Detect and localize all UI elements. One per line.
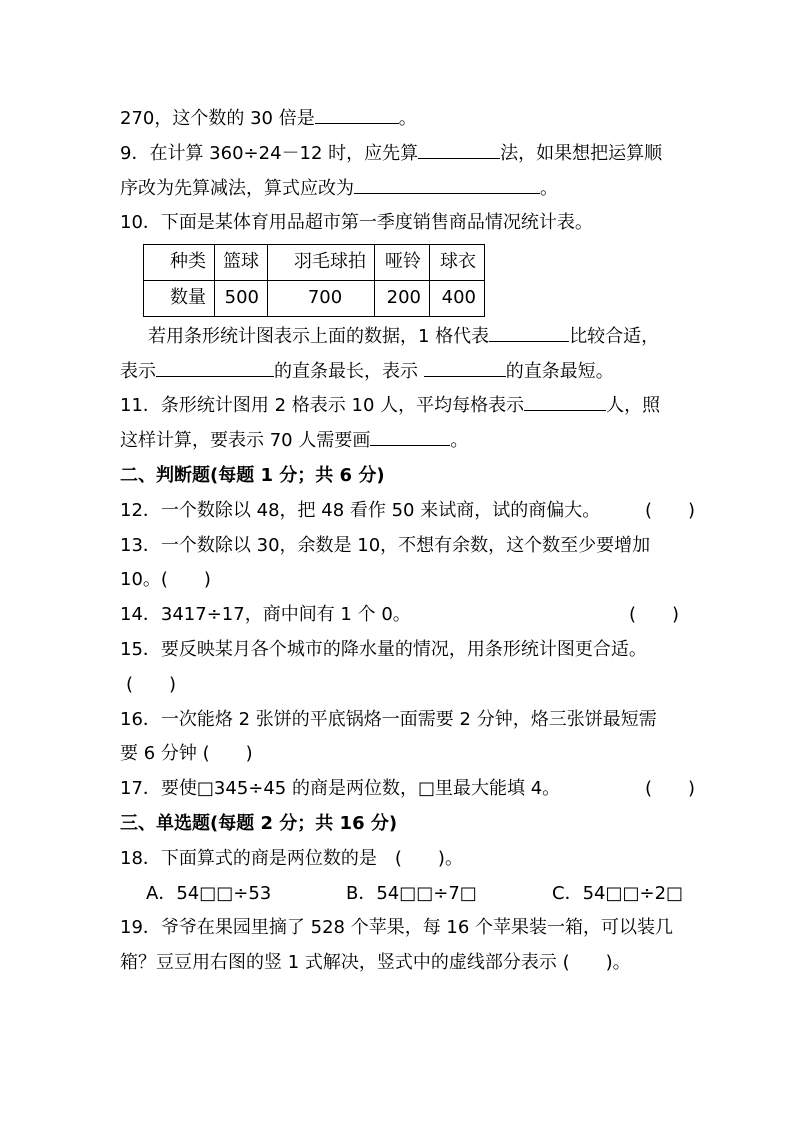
- question-15-line-1: [120, 633, 695, 668]
- worksheet-content: [120, 102, 695, 981]
- option-b[interactable]: B．54□□÷7□: [346, 882, 477, 904]
- section-heading-judge: 二、判断题(每题 1 分；共 6 分): [120, 464, 385, 486]
- option-a[interactable]: A．54□□÷53: [146, 882, 272, 904]
- answer-blank[interactable]: [424, 356, 506, 377]
- option-c[interactable]: C．54□□÷2□: [552, 882, 684, 904]
- question-text: 17．要使□345÷45 的商是两位数，□里最大能填 4。: [120, 778, 561, 800]
- question-11-line-2: [120, 424, 695, 459]
- answer-paren[interactable]: 10。( ): [120, 569, 211, 591]
- question-text: 箱？豆豆用右图的竖 1 式解决，竖式中的虚线部分表示 ( )。: [120, 952, 631, 974]
- question-text[interactable]: 要 6 分钟 ( ): [120, 743, 253, 765]
- table-cell: 400: [430, 280, 485, 316]
- answer-paren[interactable]: ( ): [644, 499, 695, 521]
- question-text: 9．在计算 360÷24－12 时，应先算: [120, 142, 419, 164]
- question-10-line-2: [120, 320, 695, 355]
- question-16-line-2: [120, 737, 695, 772]
- answer-blank[interactable]: [418, 138, 500, 159]
- table-cell: 500: [215, 280, 268, 316]
- question-text: 。: [398, 108, 417, 129]
- question-19-line-2: [120, 946, 695, 981]
- section-heading-choice: 三、单选题(每题 2 分；共 16 分): [120, 812, 398, 834]
- question-10-title: [120, 206, 695, 241]
- question-10-line-3: [120, 355, 695, 390]
- question-text: 人，照: [606, 395, 661, 417]
- table-cell: 种类: [144, 245, 215, 281]
- question-12: [120, 494, 695, 529]
- answer-paren[interactable]: ( ): [628, 604, 679, 626]
- question-text: 表示: [120, 360, 156, 382]
- table-cell: 数量: [144, 280, 215, 316]
- question-text: 16．一次能烙 2 张饼的平底锅烙一面需要 2 分钟，烙三张饼最短需: [120, 708, 657, 730]
- question-14: [120, 598, 695, 633]
- question-text: 11．条形统计图用 2 格表示 10 人，平均每格表示: [120, 395, 525, 417]
- question-19-line-1: [120, 911, 695, 946]
- answer-blank[interactable]: [354, 173, 540, 194]
- answer-paren[interactable]: ( ): [126, 673, 177, 695]
- table-cell: 700: [268, 280, 375, 316]
- question-text: 。: [540, 177, 558, 199]
- table-header-row: [144, 245, 485, 281]
- answer-blank[interactable]: [489, 321, 569, 342]
- question-text: 。: [450, 430, 469, 452]
- question-17: [120, 772, 695, 807]
- question-text: 14．3417÷17，商中间有 1 个 0。: [120, 604, 411, 626]
- question-16-line-1: [120, 703, 695, 738]
- table-cell: 200: [375, 280, 430, 316]
- question-18: [120, 842, 695, 877]
- question-text: 13．一个数除以 30，余数是 10，不想有余数，这个数至少要增加: [120, 534, 651, 556]
- question-9-line-2: [120, 172, 695, 207]
- question-text: 序改为先算减法，算式应改为: [120, 177, 354, 199]
- question-text: 18．下面算式的商是两位数的是 ( )。: [120, 847, 463, 869]
- question-text: 19．爷爷在果园里摘了 528 个苹果，每 16 个苹果装一箱，可以装几: [120, 917, 674, 939]
- question-text: 12．一个数除以 48，把 48 看作 50 来试商，试的商偏大。: [120, 499, 601, 521]
- question-text: 10．下面是某体育用品超市第一季度销售商品情况统计表。: [120, 212, 593, 234]
- question-11-line-1: [120, 389, 695, 424]
- question-text: 270，这个数的 30 倍是: [120, 108, 315, 129]
- question-18-options: [120, 877, 695, 912]
- table-cell: 球衣: [430, 245, 485, 281]
- sales-stats-table: [143, 244, 485, 317]
- question-text: 若用条形统计图表示上面的数据，1 格代表: [148, 325, 490, 347]
- question-13-line-1: [120, 529, 695, 564]
- table-cell: 篮球: [215, 245, 268, 281]
- table-row: [144, 280, 485, 316]
- question-text: 比较合适，: [569, 325, 660, 347]
- answer-blank[interactable]: [370, 425, 450, 446]
- question-text: 的直条最短。: [505, 360, 614, 382]
- table-cell: 哑铃: [375, 245, 430, 281]
- table-cell: 羽毛球拍: [268, 245, 375, 281]
- question-8-continuation: [120, 102, 695, 137]
- answer-blank[interactable]: [156, 356, 274, 377]
- question-text: 这样计算，要表示 70 人需要画: [120, 430, 371, 452]
- question-15-line-2: [120, 668, 695, 703]
- question-text: 法，如果想把运算顺: [500, 142, 663, 164]
- answer-paren[interactable]: ( ): [644, 778, 695, 800]
- question-9-line-1: [120, 137, 695, 172]
- question-13-line-2: [120, 563, 695, 598]
- answer-blank[interactable]: [524, 390, 606, 411]
- answer-blank[interactable]: [315, 103, 399, 124]
- question-text: 的直条最长，表示: [274, 360, 424, 382]
- question-text: 15．要反映某月各个城市的降水量的情况，用条形统计图更合适。: [120, 638, 647, 660]
